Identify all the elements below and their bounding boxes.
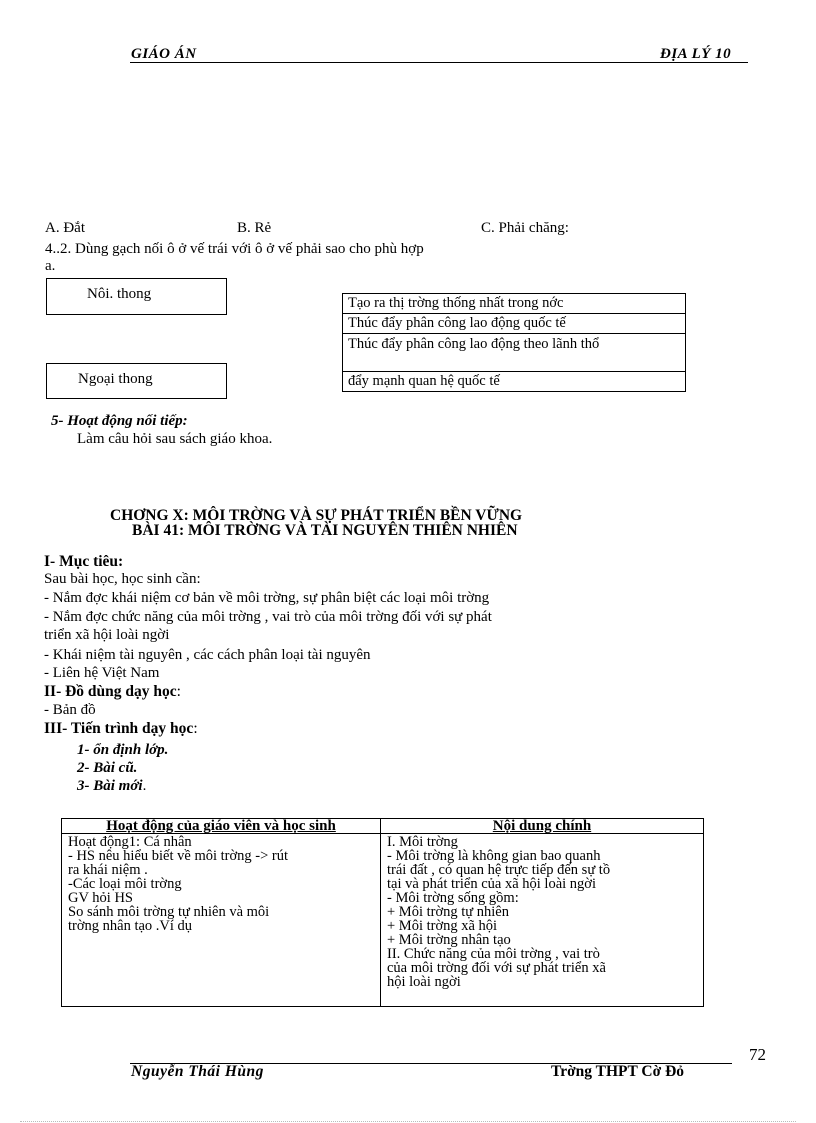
process-colon: : <box>193 720 198 737</box>
process-step-3-row <box>77 778 146 795</box>
objectives-line: - Nắm đợc chức năng của môi trờng , vai trò của môi trờng đối với sự phát <box>44 609 492 625</box>
header-right: ĐỊA LÝ 10 <box>660 46 732 62</box>
lesson-title: BÀI 41: MÔI TRỜNG VÀ TÀI NGUYÊN THIÊN NHIÊN <box>132 522 518 539</box>
match-right-label-1: Tạo ra thị trờng thống nhất trong nớc <box>348 295 564 311</box>
match-right-cell-1 <box>342 293 686 314</box>
objectives-line: Sau bài học, học sinh cần: <box>44 571 201 587</box>
lesson-table <box>61 818 704 1007</box>
materials-line: - Bản đồ <box>44 702 96 718</box>
table-line: I. Môi trờng <box>387 834 458 850</box>
footer-author: Nguyễn Thái Hùng <box>131 1063 264 1080</box>
activity-5-text: Làm câu hỏi sau sách giáo khoa. <box>77 431 273 447</box>
table-line: của môi trờng đối với sự phát triển xã <box>387 960 606 976</box>
match-right-cell-4 <box>342 371 686 392</box>
match-left-label-1: Nôi. thong <box>87 286 152 302</box>
match-right-cell-3 <box>342 333 686 372</box>
materials-title-row <box>44 683 181 700</box>
match-left-box-2 <box>46 363 227 399</box>
question-4-2: 4..2. Dùng gạch nối ô ở vế trái với ô ở vế phải sao cho phù hợp <box>45 241 424 257</box>
table-line: Hoạt động1: Cá nhân <box>68 834 192 850</box>
table-line: - HS nêu hiểu biết về môi trờng -> rút <box>68 848 289 864</box>
table-header-activities: Hoạt động của giáo viên và học sinh <box>62 819 381 834</box>
table-line: + Môi trờng tự nhiên <box>387 904 509 920</box>
table-line: - Môi trờng sống gồm: <box>387 890 519 906</box>
materials-title: II- Đồ dùng dạy học <box>44 683 177 700</box>
footer-school: Trờng THPT Cờ Đỏ <box>551 1063 685 1080</box>
table-line: hội loài ngời <box>387 974 461 990</box>
sub-item-a: a. <box>45 258 56 274</box>
process-step-2: 2- Bài cũ. <box>77 760 138 776</box>
table-line: tại và phát triển của xã hội loài ngời <box>387 876 596 892</box>
table-line: II. Chức năng của môi trờng , vai trò <box>387 946 600 962</box>
objectives-line: - Nắm đợc khái niệm cơ bản về môi trờng, sự phân biệt các loại môi trờng <box>44 590 490 606</box>
option-b: B. Rẻ <box>237 220 272 236</box>
table-line: -Các loại môi trờng <box>68 876 182 892</box>
objectives-title: I- Mục tiêu: <box>44 553 124 570</box>
match-right-label-4: đẩy mạnh quan hệ quốc tế <box>348 373 500 389</box>
activity-5-title: 5- Hoạt động nối tiếp: <box>51 413 188 429</box>
table-line: - Môi trờng là không gian bao quanh <box>387 848 601 864</box>
chapter-title: CHƠNG X: MÔI TRỜNG VÀ SỰ PHÁT TRIỂN BỀN VỮNG <box>110 507 523 524</box>
option-a: A. Đắt <box>45 220 85 236</box>
table-line: trờng nhân tạo .Ví dụ <box>68 918 193 934</box>
objectives-line: - Liên hệ Việt Nam <box>44 665 160 681</box>
process-step-3-suffix: . <box>142 778 147 794</box>
process-step-1: 1- ổn định lớp. <box>77 742 169 758</box>
table-line: + Môi trờng xã hội <box>387 918 498 934</box>
match-left-label-2: Ngoại thong <box>78 371 153 387</box>
process-title: III- Tiến trình dạy học <box>44 720 194 737</box>
page-bottom-border <box>20 1121 796 1122</box>
table-line: GV hỏi HS <box>68 890 133 906</box>
process-step-3: 3- Bài mới <box>77 778 143 794</box>
table-header-content: Nội dung chính <box>381 819 704 834</box>
match-right-label-3: Thúc đẩy phân công lao động theo lãnh thổ <box>348 336 600 352</box>
option-c: C. Phải chăng: <box>481 220 569 236</box>
materials-colon: : <box>176 683 181 700</box>
table-line: trái đất , có quan hệ trực tiếp đến sự tồ <box>387 862 611 878</box>
match-right-cell-2 <box>342 313 686 334</box>
header-rule <box>130 62 748 63</box>
table-line: So sánh môi trờng tự nhiên và môi <box>68 904 270 920</box>
table-line: + Môi trờng nhân tạo <box>387 932 511 948</box>
header-left: GIÁO ÁN <box>131 46 197 62</box>
page-number: 72 <box>749 1045 766 1064</box>
table-cell-content <box>381 834 704 1007</box>
table-header-row <box>62 819 704 834</box>
table-cell-activities <box>62 834 381 1007</box>
match-right-label-2: Thúc đẩy phân công lao động quốc tế <box>348 315 566 331</box>
objectives-line: triển xã hội loài ngời <box>44 627 170 643</box>
process-title-row <box>44 720 198 737</box>
table-line: ra khái niệm . <box>68 862 148 878</box>
table-row <box>62 834 704 1007</box>
match-left-box-1 <box>46 278 227 315</box>
objectives-line: - Khái niệm tài nguyên , các cách phân loại tài nguyên <box>44 647 371 663</box>
